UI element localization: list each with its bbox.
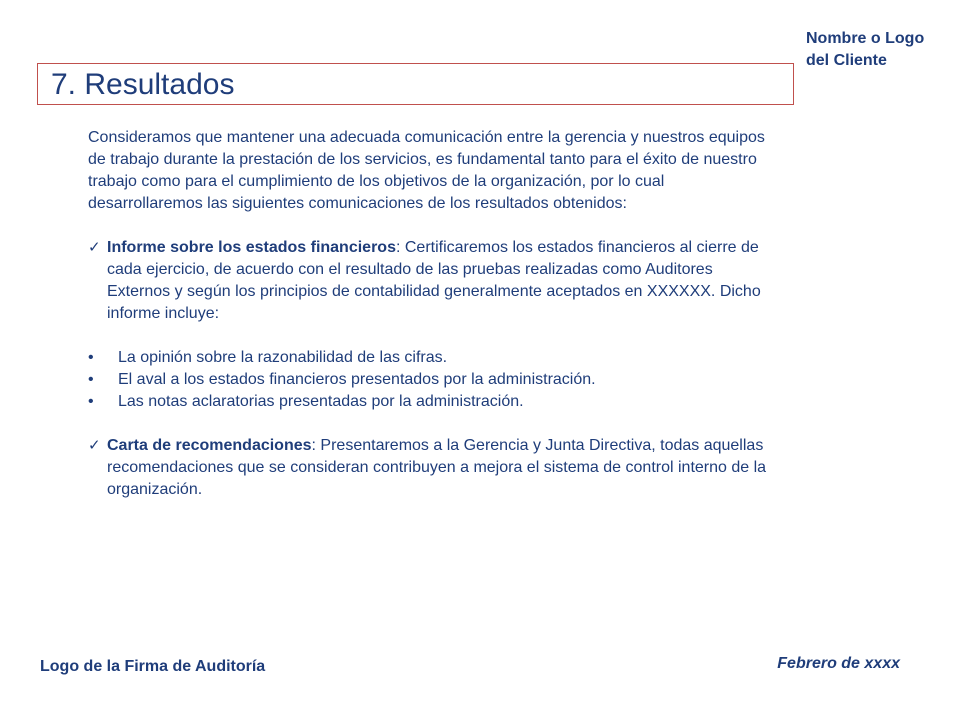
list-item-text: La opinión sobre la razonabilidad de las cifras.: [118, 349, 448, 366]
bullet-icon: •: [88, 371, 94, 388]
result-item-recommendations-letter: [88, 435, 778, 501]
list-item: [88, 369, 778, 391]
audit-firm-logo-placeholder: Logo de la Firma de Auditoría: [40, 658, 266, 675]
result-item-text: : Presentaremos a la Gerencia y Junta Directiva, todas aquellas recomendaciones que se consideran contribuyen a mejora el sistema de control interno de la organización.: [107, 437, 767, 498]
client-logo-line-1: Nombre o Logo: [806, 30, 925, 47]
result-item-financial-report: [88, 237, 778, 325]
checkmark-icon: ✓: [88, 437, 101, 454]
client-logo-placeholder: [806, 28, 956, 72]
title-box: [37, 63, 794, 105]
report-contents-list: [88, 347, 778, 413]
checkmark-icon: ✓: [88, 239, 101, 256]
result-item-title: Carta de recomendaciones: [107, 437, 312, 454]
list-item: [88, 347, 778, 369]
client-logo-line-2: del Cliente: [806, 52, 887, 69]
list-item-text: Las notas aclaratorias presentadas por la administración.: [118, 393, 524, 410]
bullet-icon: •: [88, 393, 94, 410]
result-item-title: Informe sobre los estados financieros: [107, 239, 396, 256]
result-item-text: : Certificaremos los estados financieros al cierre de cada ejercicio, de acuerdo con el resultado de las pruebas realizadas como Auditores Externos y según los principios de contabilidad generalmente aceptados en XXXXXX. Dicho informe incluye:: [107, 239, 761, 322]
bullet-icon: •: [88, 349, 94, 366]
footer-date: Febrero de xxxx: [777, 655, 900, 672]
list-item: [88, 391, 778, 413]
list-item-text: El aval a los estados financieros presentados por la administración.: [118, 371, 596, 388]
slide-content: [88, 127, 778, 501]
intro-paragraph: Consideramos que mantener una adecuada comunicación entre la gerencia y nuestros equipos de trabajo durante la prestación de los servicios, es fundamental tanto para el éxito de nuestro trabajo como para el cumplimiento de los objetivos de la organización, por lo cual desarrollaremos las siguientes comunicaciones de los resultados obtenidos:: [88, 129, 765, 212]
page-title: 7. Resultados: [51, 68, 235, 101]
